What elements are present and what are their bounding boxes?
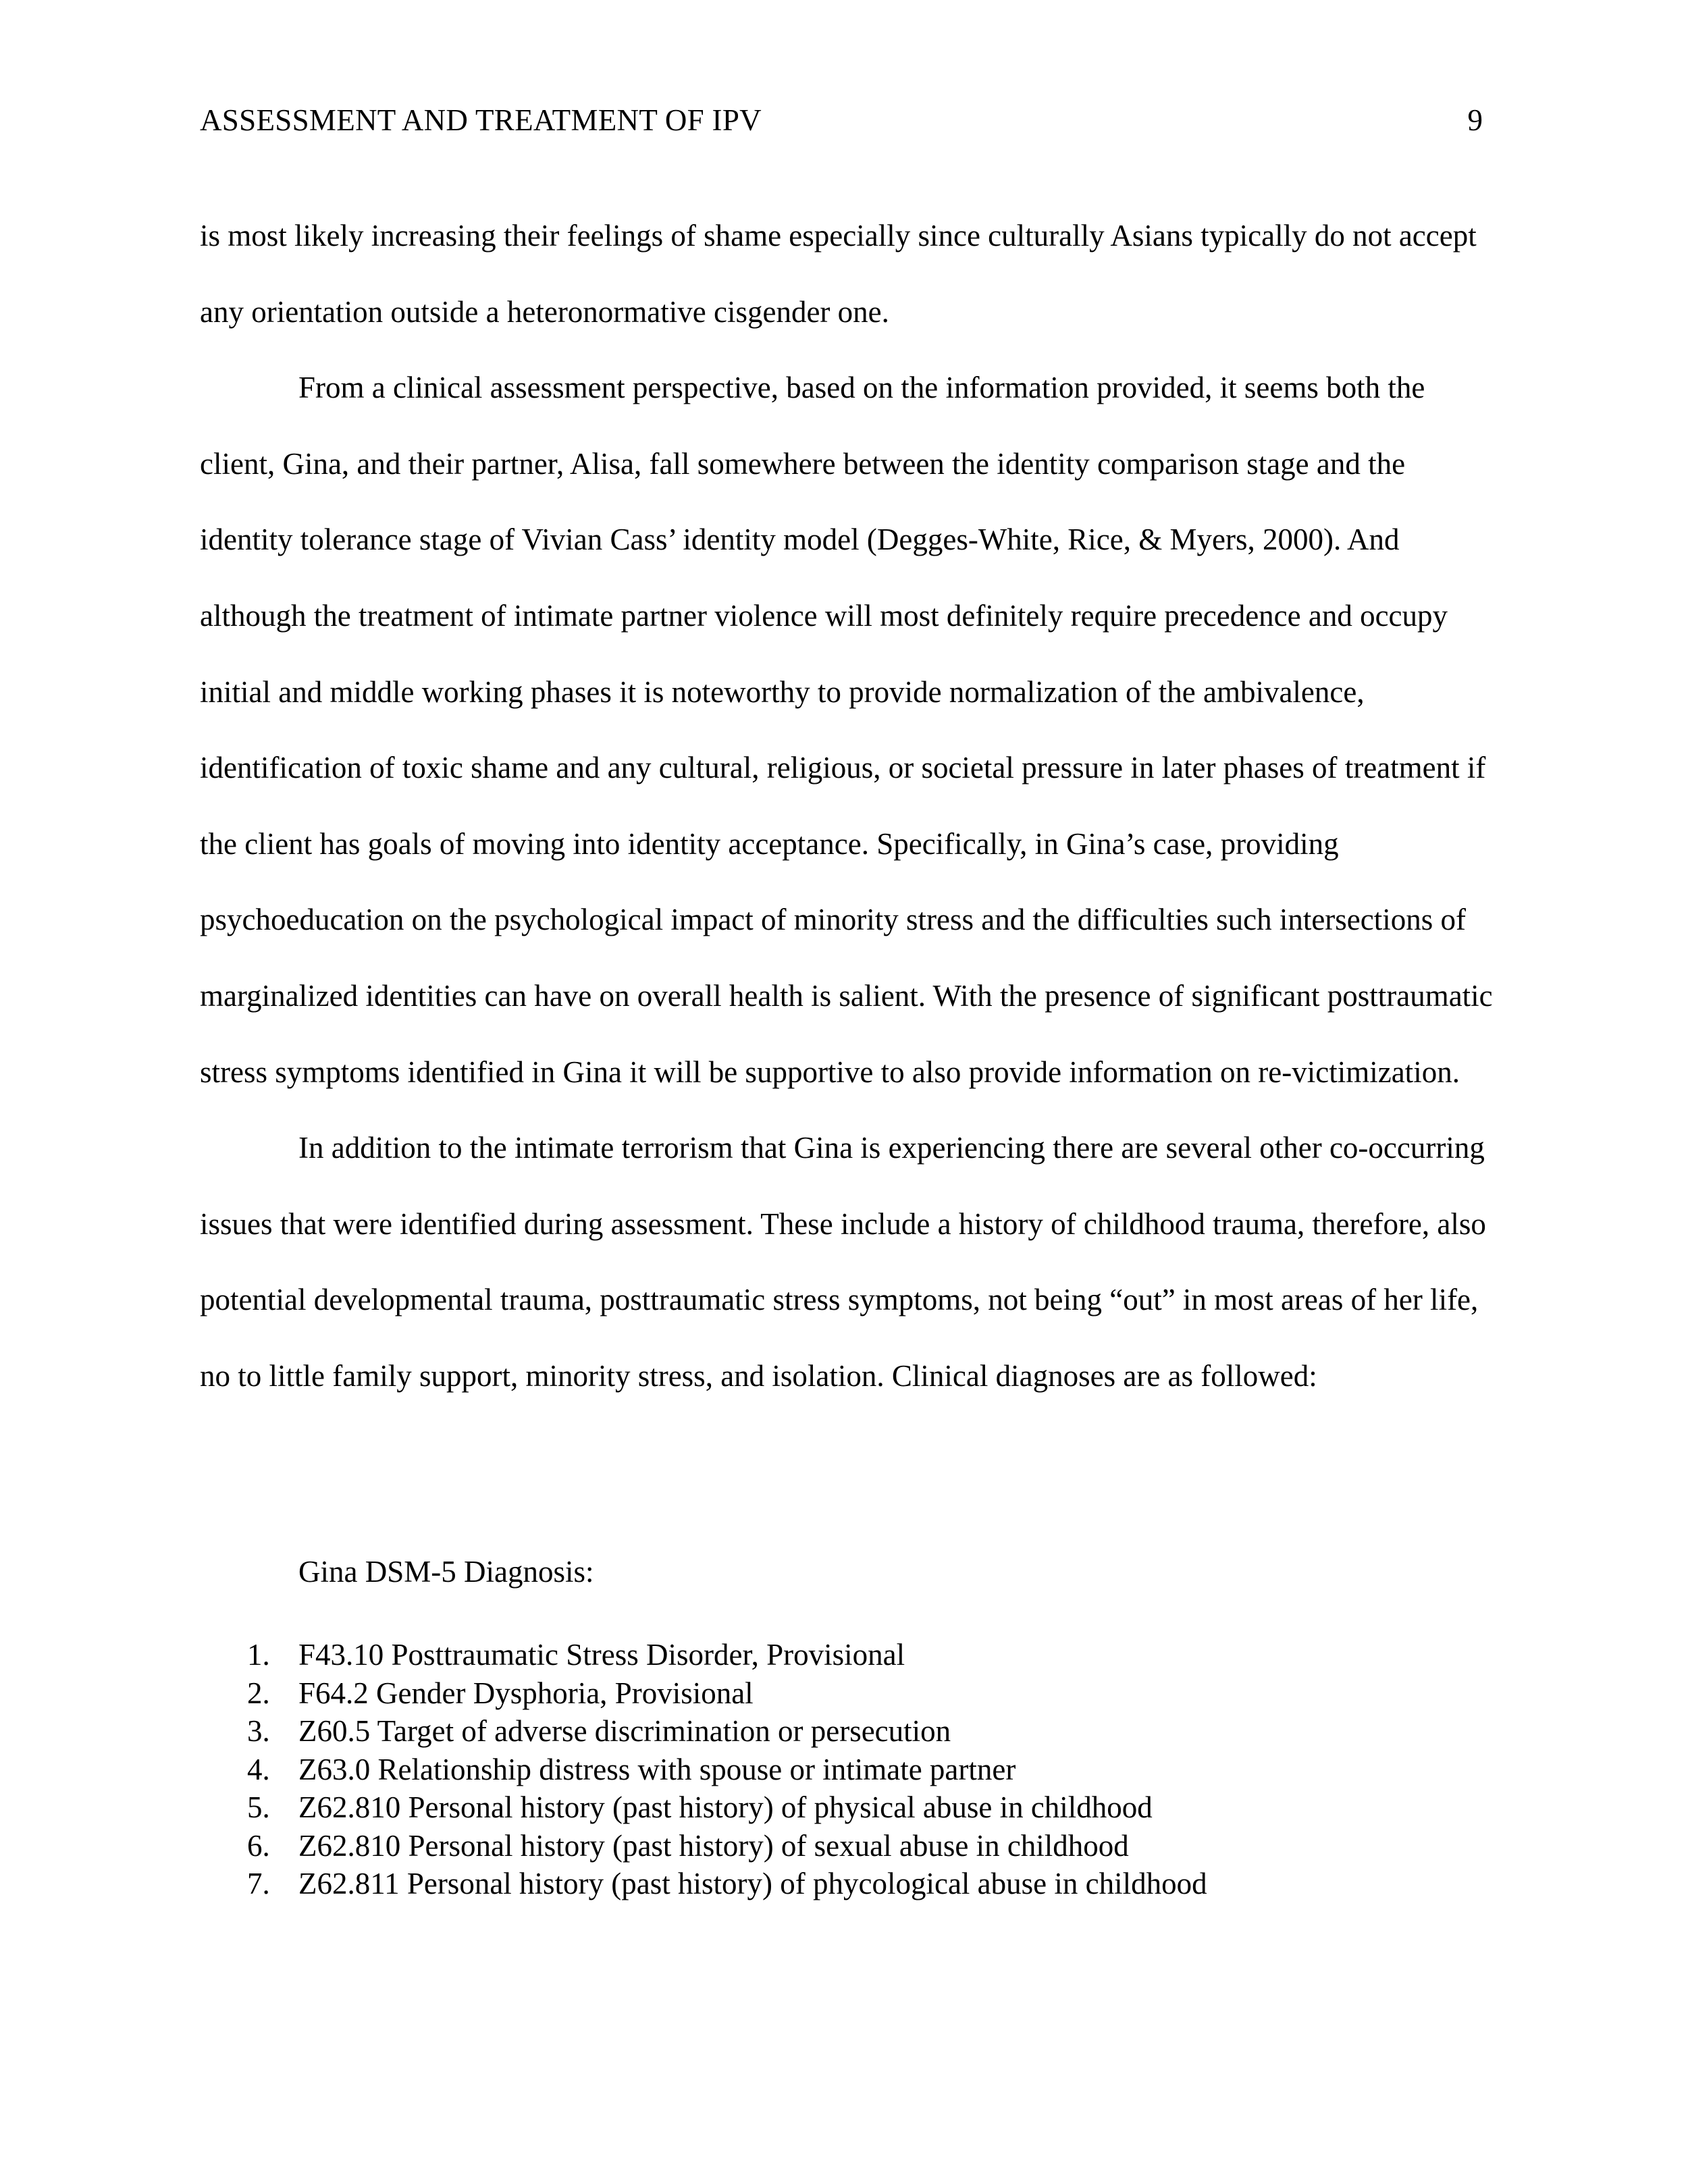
diagnosis-heading: Gina DSM-5 Diagnosis: xyxy=(298,1555,594,1589)
diagnosis-text: Z60.5 Target of adverse discrimination or persecution xyxy=(298,1714,951,1748)
page-number: 9 xyxy=(1467,103,1483,137)
diagnosis-number: 2. xyxy=(247,1676,270,1710)
body-text xyxy=(200,198,1503,1414)
diagnosis-text: F43.10 Posttraumatic Stress Disorder, Provisional xyxy=(298,1638,905,1672)
running-head: ASSESSMENT AND TREATMENT OF IPV xyxy=(200,103,762,137)
diagnosis-text: Z62.811 Personal history (past history) of phycological abuse in childhood xyxy=(298,1867,1207,1900)
diagnosis-number: 4. xyxy=(247,1752,270,1786)
diagnosis-text: F64.2 Gender Dysphoria, Provisional xyxy=(298,1676,754,1710)
diagnosis-text: Z63.0 Relationship distress with spouse or intimate partner xyxy=(298,1752,1016,1786)
diagnosis-number: 7. xyxy=(247,1867,270,1900)
paragraph-co-occurring-issues: In addition to the intimate terrorism that Gina is experiencing there are several other co-occurring issues that were identified during assessment. These include a history of childhood trauma, therefore, also potential developmental trauma, posttraumatic stress symptoms, not being “out” in most areas of her life, no to little family support, minority stress, and isolation. Clinical diagnoses are as followed: xyxy=(200,1131,1486,1393)
diagnosis-number: 3. xyxy=(247,1714,270,1748)
diagnosis-number: 1. xyxy=(247,1638,270,1672)
diagnosis-text: Z62.810 Personal history (past history) of physical abuse in childhood xyxy=(298,1790,1153,1824)
paragraph-continuation: is most likely increasing their feelings of shame especially since culturally Asians typically do not accept any orientation outside a heteronormative cisgender one. xyxy=(200,219,1477,329)
diagnosis-number: 6. xyxy=(247,1828,270,1863)
paragraph-clinical-assessment: From a clinical assessment perspective, based on the information provided, it seems both the client, Gina, and their partner, Alisa, fall somewhere between the identity comparison stage and the identity tolerance stage of Vivian Cass’ identity model (Degges-White, Rice, & Myers, 2000). And although the treatment of intimate partner violence will most definitely require precedence and occupy initial and middle working phases it is noteworthy to provide normalization of the ambivalence, identification of toxic shame and any cultural, religious, or societal pressure in later phases of treatment if the client has goals of moving into identity acceptance. Specifically, in Gina’s case, providing psychoeducation on the psychological impact of minority stress and the difficulties such intersections of marginalized identities can have on overall health is salient. With the presence of significant posttraumatic stress symptoms identified in Gina it will be supportive to also provide information on re-victimization. xyxy=(200,371,1493,1089)
diagnosis-text: Z62.810 Personal history (past history) of sexual abuse in childhood xyxy=(298,1828,1129,1863)
diagnosis-number: 5. xyxy=(247,1790,270,1824)
